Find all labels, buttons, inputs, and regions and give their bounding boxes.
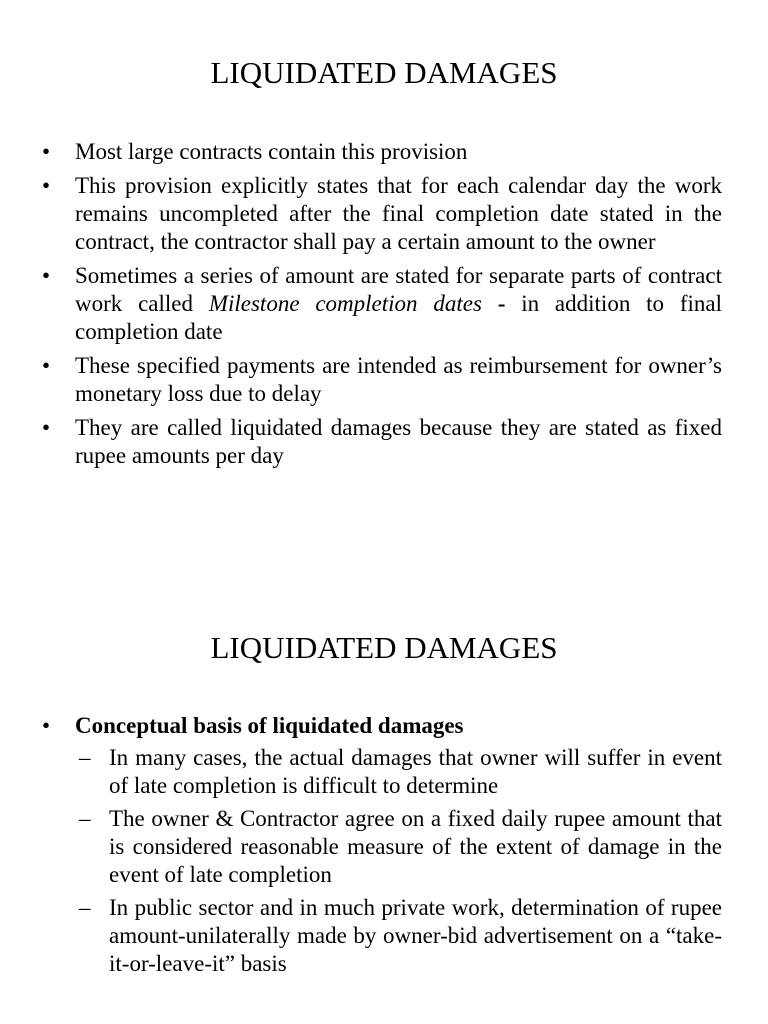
bullet-item	[0, 262, 768, 346]
bullet-text: This provision explicitly states that for each calendar day the work remains uncompleted after the final completion date stated in the contract, the contractor shall pay a certain amount to the owner	[75, 173, 722, 254]
term-dash: -	[481, 291, 506, 316]
sub-bullet-item	[75, 894, 722, 978]
bullet-icon: •	[42, 173, 51, 198]
bullet-text: They are called liquidated damages because they are stated as fixed rupee amounts per day	[75, 415, 722, 468]
slide-title: LIQUIDATED DAMAGES	[210, 55, 558, 90]
bullet-text: Most large contracts contain this provision	[75, 139, 468, 164]
slide-title: LIQUIDATED DAMAGES	[210, 630, 558, 665]
dash-icon: –	[79, 745, 91, 770]
sub-bullet-item	[75, 744, 722, 800]
bullet-icon: •	[42, 415, 51, 440]
bullet-icon: •	[42, 353, 51, 378]
dash-icon: –	[79, 895, 91, 920]
sub-bullet-item	[75, 805, 722, 889]
bullet-icon: •	[42, 139, 51, 164]
bullet-list	[0, 138, 768, 476]
bullet-text-post: in addition to final completion date	[75, 291, 722, 344]
sub-bullet-text: In public sector and in much private work, determination of rupee amount-unilaterally made by owner-bid advertisement on a “take-it-or-leave-it” basis	[109, 895, 722, 976]
bullet-heading: Conceptual basis of liquidated damages	[75, 713, 464, 738]
milestone-term: Milestone completion dates	[208, 291, 482, 316]
dash-icon: –	[79, 806, 91, 831]
bullet-icon: •	[42, 713, 51, 738]
bullet-item	[0, 414, 768, 470]
bullet-text-pre: Sometimes a series of amount are stated for separate parts of contract work called	[75, 263, 722, 316]
bullet-list	[0, 712, 768, 984]
bullet-icon: •	[42, 263, 51, 288]
bullet-text: These specified payments are intended as reimbursement for owner’s monetary loss due to delay	[75, 353, 722, 406]
bullet-item	[0, 138, 768, 166]
sub-bullet-text: In many cases, the actual damages that owner will suffer in event of late completion is difficult to determine	[109, 745, 722, 798]
sub-bullet-text: The owner & Contractor agree on a fixed daily rupee amount that is considered reasonable measure of the extent of damage in the event of late completion	[109, 806, 722, 887]
bullet-item	[0, 172, 768, 256]
bullet-item	[0, 712, 768, 978]
sub-bullet-list	[75, 744, 722, 978]
bullet-item	[0, 352, 768, 408]
